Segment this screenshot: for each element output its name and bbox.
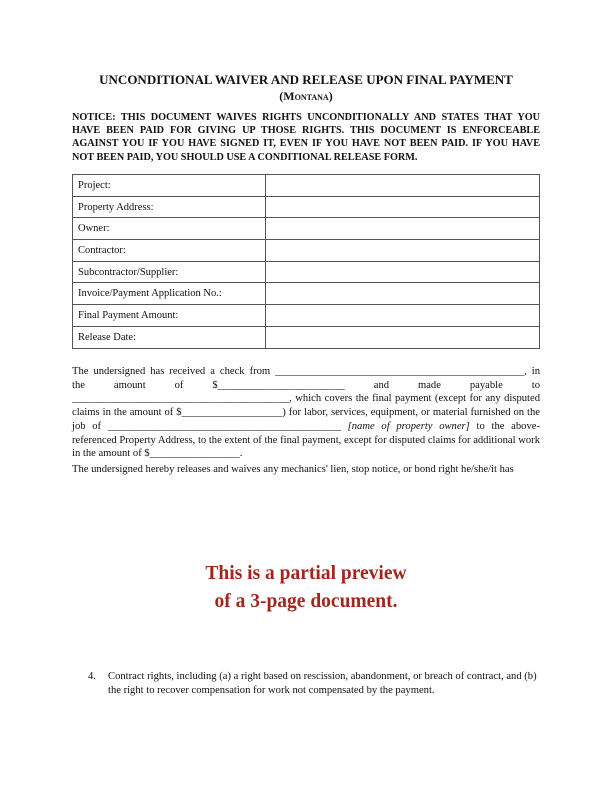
field-label: Project:: [73, 175, 266, 197]
table-row: [73, 175, 540, 197]
notice-text: NOTICE: THIS DOCUMENT WAIVES RIGHTS UNCONDITIONALLY AND STATES THAT YOU HAVE BEEN PAID FOR GIVING UP THOSE RIGHTS. THIS DOCUMENT IS ENFORCEABLE AGAINST YOU IF YOU HAVE SIGNED IT, EVEN IF YOU HAVE NOT BEEN PAID. IF YOU HAVE NOT BEEN PAID, YOU SHOULD USE A CONDITIONAL RELEASE FORM.: [72, 112, 540, 163]
list-text: Contract rights, including (a) a right based on rescission, abandonment, or breach of contract, and (b) the right to recover compensation for work not compensated by the payment.: [108, 671, 537, 696]
table-row: [73, 196, 540, 218]
release-info-table: [72, 174, 540, 349]
field-label: Owner:: [73, 218, 266, 240]
field-value[interactable]: [266, 240, 540, 262]
field-value[interactable]: [266, 283, 540, 305]
payment-paragraph: [72, 365, 540, 461]
preview-notice: [0, 560, 612, 616]
table-row: [73, 283, 540, 305]
field-value[interactable]: [266, 218, 540, 240]
field-label: Property Address:: [73, 196, 266, 218]
list-number: 4.: [88, 671, 96, 682]
field-label: Final Payment Amount:: [73, 305, 266, 327]
field-value[interactable]: [266, 261, 540, 283]
document-title: UNCONDITIONAL WAIVER AND RELEASE UPON FINAL PAYMENT: [99, 72, 513, 87]
field-label: Release Date:: [73, 326, 266, 348]
field-label: Contractor:: [73, 240, 266, 262]
preview-line: of a 3-page document.: [214, 591, 398, 612]
field-value[interactable]: [266, 196, 540, 218]
field-value[interactable]: [266, 326, 540, 348]
table-row: [73, 261, 540, 283]
paragraph-text: to the above-referenced Property Address, to the extent of the final payment, except for disputed claims for additional work in the amount of $_________________.: [72, 420, 541, 460]
preview-line: This is a partial preview: [205, 563, 407, 584]
table-row: [73, 326, 540, 348]
placeholder-hint: [name of property owner]: [347, 420, 470, 432]
release-paragraph: The undersigned hereby releases and waives any mechanics' lien, stop notice, or bond right he/she/it has: [72, 464, 514, 475]
field-label: Subcontractor/Supplier:: [73, 261, 266, 283]
paragraph-line: The undersigned has received a check from _______________________________________________, in: [72, 366, 540, 377]
table-row: [73, 240, 540, 262]
field-value[interactable]: [266, 305, 540, 327]
list-item: [88, 670, 540, 697]
table-row: [73, 218, 540, 240]
field-label: Invoice/Payment Application No.:: [73, 283, 266, 305]
paragraph-line: the amount of $________________________ and made payable to: [72, 379, 540, 391]
document-subtitle: (Montana): [279, 89, 333, 103]
table-row: [73, 305, 540, 327]
paragraph-text: _________________________________________, which covers the final payment (except for any disputed claims in the amount of $___________________) for labor, services, equipment, or material furnished on the job of ____________________________________________: [72, 393, 540, 432]
field-value[interactable]: [266, 175, 540, 197]
